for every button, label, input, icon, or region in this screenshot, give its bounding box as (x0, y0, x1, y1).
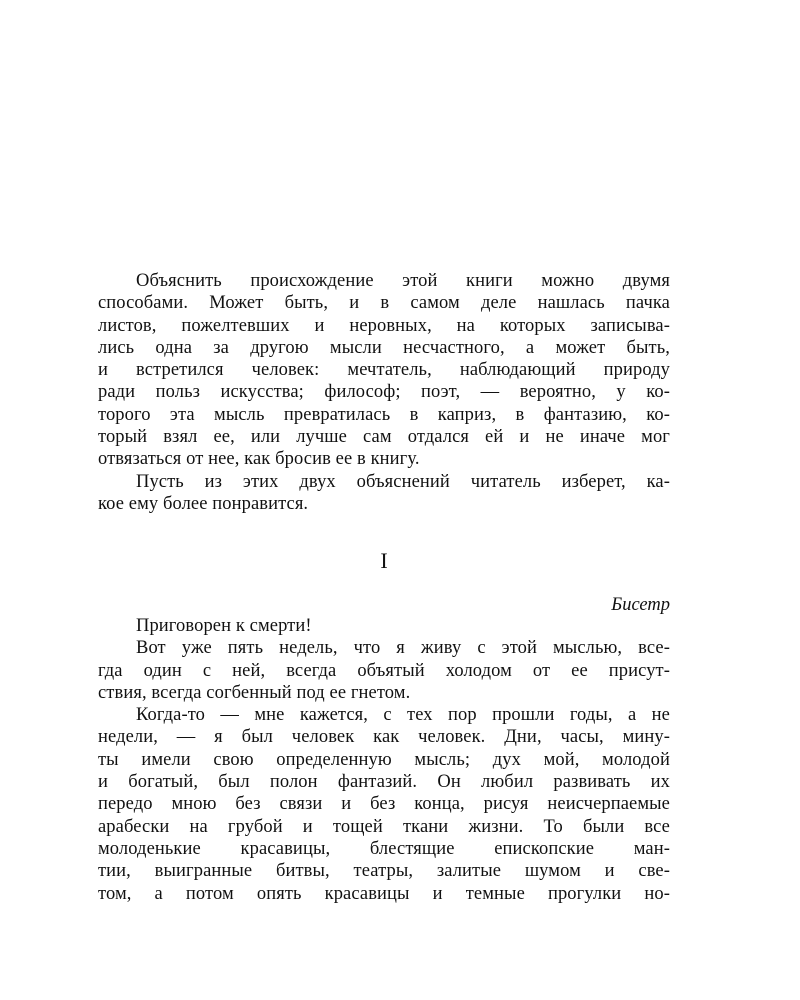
text-line: Приговорен к смерти! (136, 616, 312, 636)
text-line: недели, — я был человек как человек. Дни, часы, мину- (98, 727, 670, 748)
chapter-heading (98, 548, 670, 574)
preface-text (98, 270, 670, 515)
text-line: ствия, всегда согбенный под ее гнетом. (98, 682, 411, 703)
text-line: гда один с ней, всегда объятый холодом от ее присут- (98, 660, 670, 681)
text-line: молоденькие красавицы, блестящие епископские ман- (98, 838, 670, 859)
text-line: ради польз искусства; философ; поэт, — вероятно, у ко- (98, 382, 670, 403)
text-line: передо мною без связи и без конца, рисуя неисчерпаемые (98, 794, 670, 815)
text-line: отвязаться от нее, как бросив ее в книгу. (98, 449, 420, 470)
chapter-text (98, 615, 670, 905)
text-line: том, а потом опять красавицы и темные прогулки но- (98, 883, 670, 904)
text-line: Объяснить происхождение этой книги можно двумя (136, 271, 670, 291)
text-line: торого эта мысль превратилась в каприз, в фантазию, ко- (98, 404, 670, 425)
text-line: способами. Может быть, и в самом деле нашлась пачка (98, 293, 670, 314)
text-line: торый взял ее, или лучше сам отдался ей и не иначе мог (98, 427, 670, 448)
text-line: Когда-то — мне кажется, с тех пор прошли годы, а не (136, 705, 670, 726)
text-line: тии, выигранные битвы, театры, залитые шумом и све- (98, 861, 670, 882)
text-line: лись одна за другою мысли несчастного, а может быть, (98, 337, 670, 358)
text-line: ты имели свою определенную мысль; дух мой, молодой (98, 749, 670, 770)
text-line: Вот уже пять недель, что я живу с этой мыслью, все- (136, 638, 670, 659)
text-line: и встретился человек: мечтатель, наблюдающий природу (98, 360, 670, 381)
chapter-number: I (380, 548, 388, 573)
text-line: листов, пожелтевших и неровных, на которых записыва- (98, 315, 670, 336)
chapter-place: Бисетр (611, 595, 670, 615)
text-line: Пусть из этих двух объяснений читатель изберет, ка- (136, 471, 670, 492)
text-line: и богатый, был полон фантазий. Он любил развивать их (98, 772, 670, 793)
text-line: кое ему более понравится. (98, 493, 309, 514)
text-line: арабески на грубой и тощей ткани жизни. То были все (98, 816, 670, 837)
